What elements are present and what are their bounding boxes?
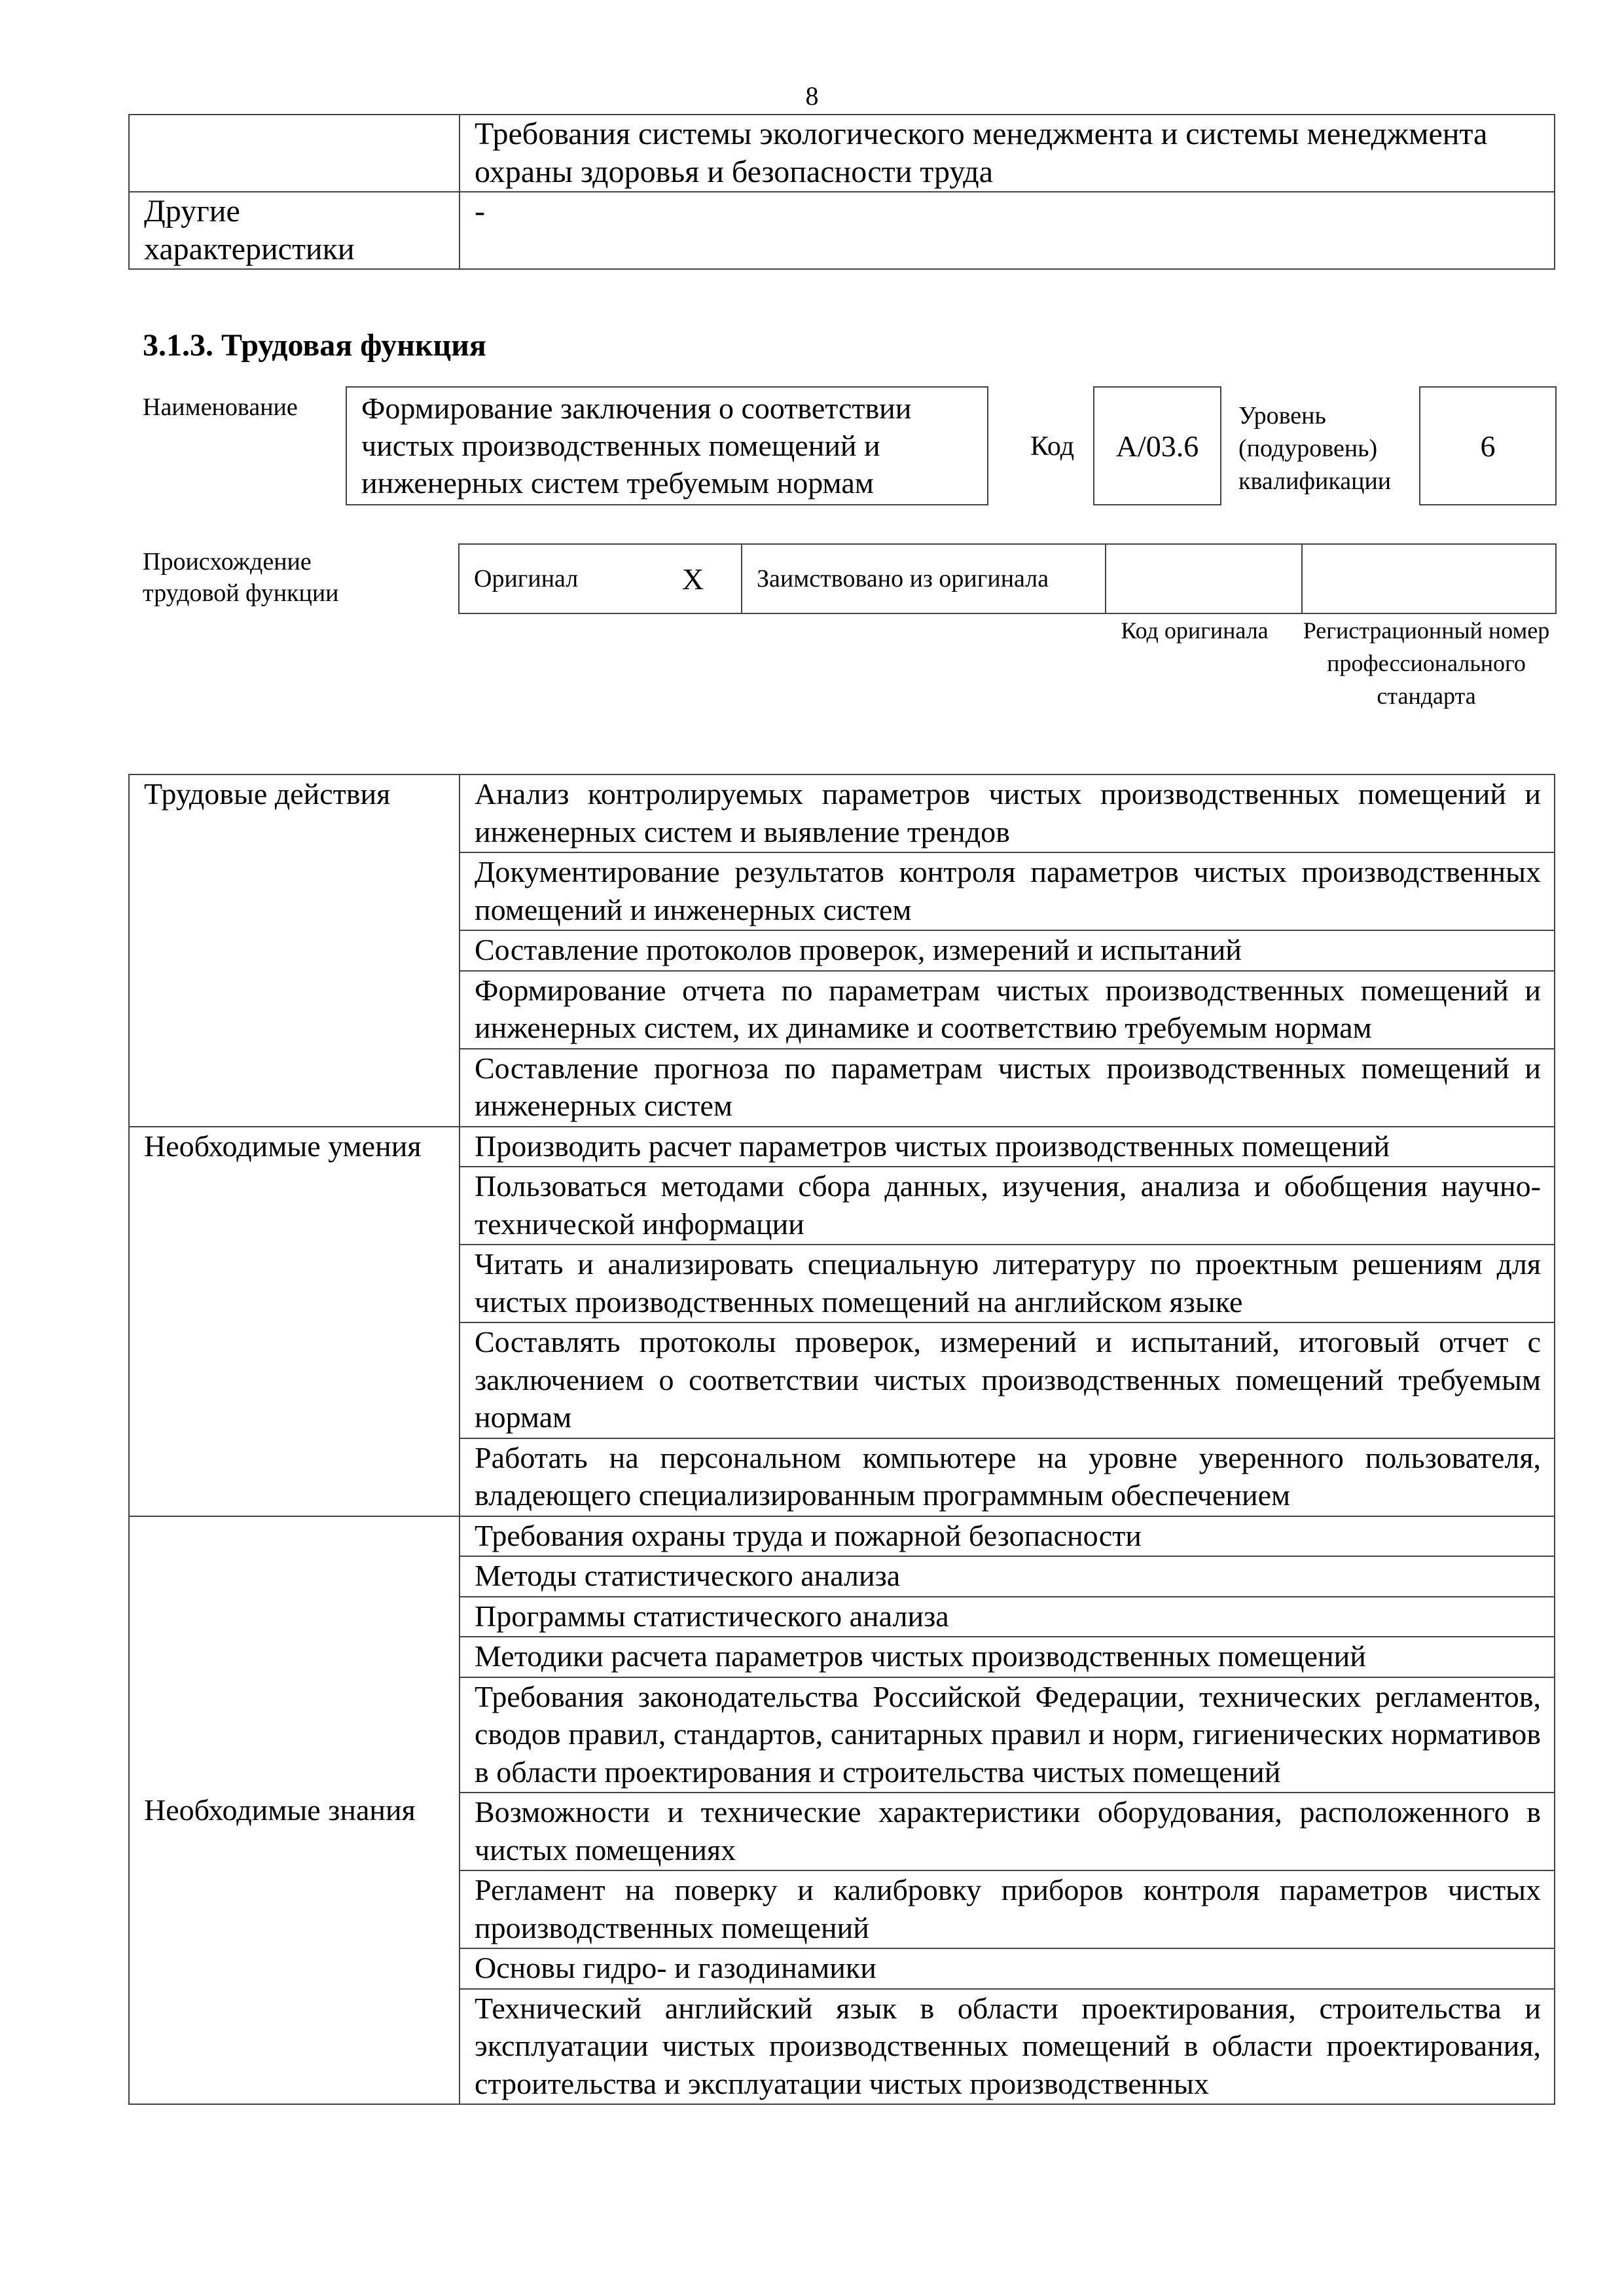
list-item: Методики расчета параметров чистых производственных помещений [460, 1637, 1555, 1677]
list-item: Регламент на поверку и калибровку приборов контроля параметров чистых производственных помещений [460, 1870, 1555, 1948]
list-item: Технический английский язык в области проектирования, строительства и эксплуатации чистых производственных помещений в области проектирования, строительства и эксплуатации чистых производственных [460, 1989, 1555, 2105]
row-value: Требования системы экологического менеджмента и системы менеджмента охраны здоровья и безопасности труда [460, 115, 1555, 192]
table-row [129, 192, 1555, 269]
borrowed-label: Заимствовано из оригинала [741, 545, 1105, 613]
code-caption: Код оригинала [1121, 617, 1269, 644]
list-item: Составление протоколов проверок, измерений и испытаний [460, 930, 1555, 971]
list-item: Составлять протоколы проверок, измерений и испытаний, итоговый отчет с заключением о соответствии чистых производственных помещений требуемым нормам [460, 1322, 1555, 1438]
list-item: Требования охраны труда и пожарной безопасности [460, 1516, 1555, 1557]
original-code-cell [1105, 545, 1301, 613]
section-title: 3.1.3. Трудовая функция [143, 328, 486, 363]
origin-table [458, 543, 1557, 614]
qualification-level: 6 [1419, 386, 1557, 505]
origin-label: Происхождение трудовой функции [143, 548, 339, 607]
list-item: Формирование отчета по параметрам чистых производственных помещений и инженерных систем, их динамике и соответствию требуемым нормам [460, 971, 1555, 1049]
row-value: - [460, 192, 1555, 269]
list-item: Читать и анализировать специальную литературу по проектным решениям для чистых производственных помещений на английском языке [460, 1245, 1555, 1322]
origin-original-cell [460, 545, 741, 613]
table-row [129, 1127, 1555, 1167]
list-item: Анализ контролируемых параметров чистых производственных помещений и инженерных систем и выявление трендов [460, 774, 1555, 852]
name-label: Наименование [143, 393, 298, 421]
list-item: Работать на персональном компьютере на уровне уверенного пользователя, владеющего специализированным программным обеспечением [460, 1438, 1555, 1516]
registration-caption: Регистрационный номер профессионального стандарта [1303, 617, 1550, 709]
section-label: Необходимые знания [129, 1516, 460, 2105]
function-name: Формирование заключения о соответствии чистых производственных помещений и инженерных систем требуемым нормам [346, 386, 988, 505]
section-label: Трудовые действия [129, 774, 460, 1127]
registration-number-cell [1301, 545, 1555, 613]
list-item: Составление прогноза по параметрам чистых производственных помещений и инженерных систем [460, 1049, 1555, 1127]
table-row [129, 774, 1555, 852]
list-item: Производить расчет параметров чистых производственных помещений [460, 1127, 1555, 1167]
list-item: Программы статистического анализа [460, 1597, 1555, 1637]
section-label: Необходимые умения [129, 1127, 460, 1516]
row-label: Другие характеристики [129, 192, 460, 269]
list-item: Возможности и технические характеристики оборудования, расположенного в чистых помещениях [460, 1793, 1555, 1870]
list-item: Документирование результатов контроля параметров чистых производственных помещений и инженерных систем [460, 852, 1555, 930]
list-item: Требования законодательства Российской Федерации, технических регламентов, сводов правил, стандартов, санитарных правил и норм, гигиенических нормативов в области проектирования и строительства чистых помещений [460, 1677, 1555, 1793]
level-label: Уровень (подуровень) квалификации [1238, 402, 1392, 495]
list-item: Основы гидро- и газодинамики [460, 1948, 1555, 1989]
function-code: А/03.6 [1093, 386, 1221, 505]
code-label: Код [1030, 431, 1075, 462]
characteristics-table [128, 114, 1555, 270]
table-row [129, 1516, 1555, 1557]
row-label [129, 115, 460, 192]
function-details-table [128, 774, 1555, 2105]
original-mark: X [682, 562, 704, 596]
original-label: Оригинал [474, 565, 579, 592]
page-number: 8 [805, 81, 819, 111]
list-item: Пользоваться методами сбора данных, изучения, анализа и обобщения научно-технической информации [460, 1167, 1555, 1245]
table-row [129, 115, 1555, 192]
list-item: Методы статистического анализа [460, 1556, 1555, 1597]
